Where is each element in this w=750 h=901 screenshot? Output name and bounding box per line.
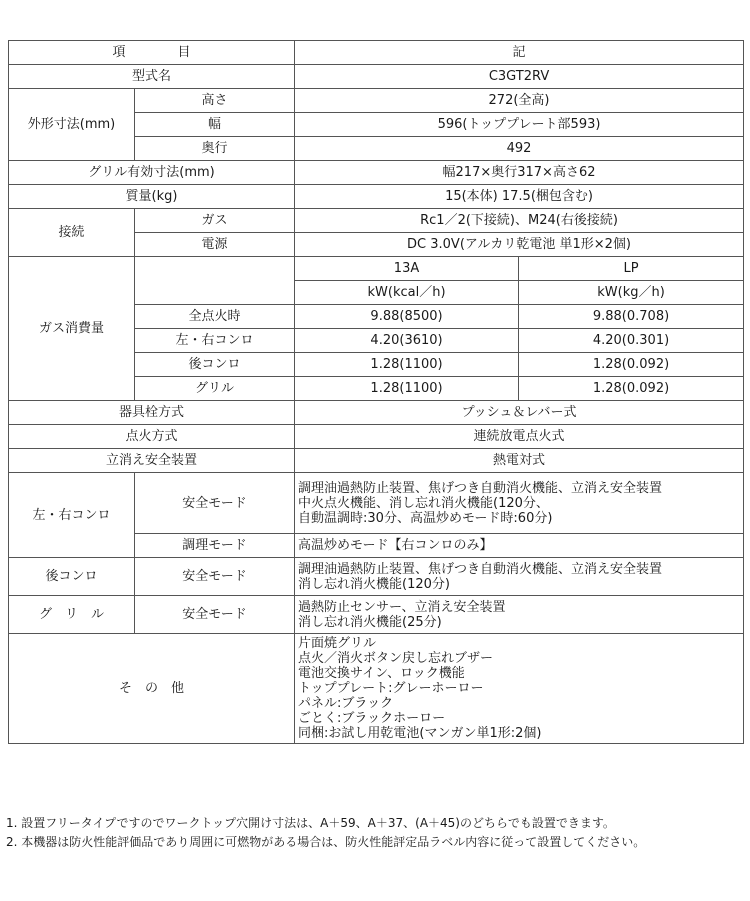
header-row [9,41,744,65]
other-line: 点火／消火ボタン戻し忘れブザー [298,651,494,666]
grill-safety-value [295,596,744,634]
flame-safety-label: 立消え安全装置 [9,449,295,473]
gas-consumption-label: ガス消費量 [9,257,135,401]
mass-row [9,185,744,209]
left-right-safety-row [9,473,744,534]
mass-label: 質量(kg) [9,185,295,209]
model-label: 型式名 [9,65,295,89]
grill-size-value: 幅217×奥行317×高さ62 [295,161,744,185]
safety-line: 中火点火機能、消し忘れ消火機能(120分、 [298,495,549,511]
grill-safety-row [9,596,744,634]
gas-consumption-head-row [9,257,744,281]
connection-power-value: DC 3.0V(アルカリ乾電池 単1形×2個) [295,233,744,257]
footnote: 2. 本機器は防火性能評価品であり周囲に可燃物がある場合は、防火性能評定品ラベル内容に従って設置してください。 [6,835,646,849]
dimensions-label: 外形寸法(mm) [9,89,135,161]
other-line: 片面焼グリル [298,636,377,651]
rear-safety-value [295,558,744,596]
other-label: そ の 他 [9,634,295,744]
other-line: トッププレート:グレーホーロー [298,681,484,696]
mass-value: 15(本体) 17.5(梱包含む) [295,185,744,209]
consumption-row-label: 左・右コンロ [135,329,295,353]
dimension-height-row [9,89,744,113]
connection-gas-row [9,209,744,233]
other-row [9,634,744,744]
other-value [295,634,744,744]
depth-value: 492 [295,137,744,161]
other-line: パネル:ブラック [298,696,394,711]
unit-lp: kW(kg／h) [519,281,744,305]
header-item: 項 目 [9,41,295,65]
connection-gas-value: Rc1／2(下接続)、M24(右後接続) [295,209,744,233]
consumption-lp-value: 1.28(0.092) [519,377,744,401]
connection-label: 接続 [9,209,135,257]
grill-size-label: グリル有効寸法(mm) [9,161,295,185]
safety-line: 自動温調時:30分、高温炒めモード時:60分) [298,510,553,526]
rear-safety-label: 安全モード [135,558,295,596]
left-right-safety-value [295,473,744,534]
model-row [9,65,744,89]
other-line: 同梱:お試し用乾電池(マンガン単1形:2個) [298,726,542,741]
height-label: 高さ [135,89,295,113]
valve-row [9,401,744,425]
ignition-value: 連続放電点火式 [295,425,744,449]
consumption-13a-value: 9.88(8500) [295,305,519,329]
rear-burner-row [9,558,744,596]
rear-burner-label: 後コンロ [9,558,135,596]
grill-size-row [9,161,744,185]
other-line: ごとく:ブラックホーロー [298,711,446,726]
width-label: 幅 [135,113,295,137]
valve-value: プッシュ＆レバー式 [295,401,744,425]
width-value: 596(トッププレート部593) [295,113,744,137]
flame-safety-value: 熱電対式 [295,449,744,473]
valve-label: 器具栓方式 [9,401,295,425]
footnotes [6,814,645,852]
header-value: 記 [295,41,744,65]
spec-table [8,40,744,744]
footnote: 1. 設置フリータイプですのでワークトップ穴開け寸法は、A＋59、A＋37、(A＋45)のどちらでも設置できます。 [6,816,615,830]
safety-line: 消し忘れ消火機能(25分) [298,614,442,630]
grill-label: グ リ ル [9,596,135,634]
consumption-13a-value: 1.28(1100) [295,377,519,401]
safety-line: 調理油過熱防止装置、焦げつき自動消火機能、立消え安全装置 [298,561,663,577]
flame-safety-row [9,449,744,473]
connection-power-label: 電源 [135,233,295,257]
cook-mode-value: 高温炒めモード【右コンロのみ】 [295,534,744,558]
left-right-burner-label: 左・右コンロ [9,473,135,558]
safety-line: 過熱防止センサー、立消え安全装置 [298,599,506,615]
height-value: 272(全高) [295,89,744,113]
consumption-13a-value: 4.20(3610) [295,329,519,353]
safety-line: 消し忘れ消火機能(120分) [298,576,450,592]
connection-gas-label: ガス [135,209,295,233]
other-line: 電池交換サイン、ロック機能 [298,666,465,681]
consumption-row-label: グリル [135,377,295,401]
gas-consumption-blank [135,257,295,305]
grill-safety-label: 安全モード [135,596,295,634]
left-right-safety-label: 安全モード [135,473,295,534]
col-13a: 13A [295,257,519,281]
consumption-row-label: 後コンロ [135,353,295,377]
ignition-label: 点火方式 [9,425,295,449]
cook-mode-label: 調理モード [135,534,295,558]
model-value: C3GT2RV [295,65,744,89]
consumption-lp-value: 1.28(0.092) [519,353,744,377]
consumption-row-label: 全点火時 [135,305,295,329]
consumption-lp-value: 9.88(0.708) [519,305,744,329]
depth-label: 奥行 [135,137,295,161]
consumption-13a-value: 1.28(1100) [295,353,519,377]
consumption-lp-value: 4.20(0.301) [519,329,744,353]
col-lp: LP [519,257,744,281]
safety-line: 調理油過熱防止装置、焦げつき自動消火機能、立消え安全装置 [298,480,663,496]
ignition-row [9,425,744,449]
unit-13a: kW(kcal／h) [295,281,519,305]
